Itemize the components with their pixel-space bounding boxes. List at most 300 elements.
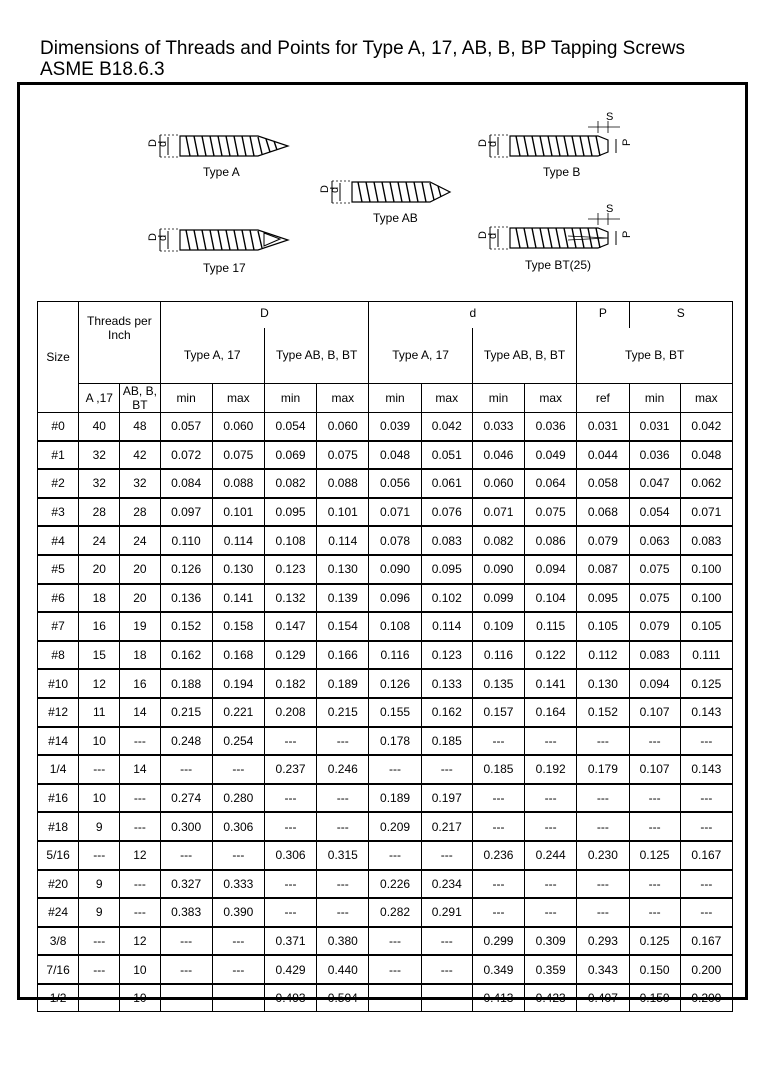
table-row	[38, 612, 733, 641]
table-cell: 20	[120, 584, 160, 613]
table-cell: 0.104	[525, 584, 577, 613]
table-cell: ---	[421, 755, 472, 784]
header-D: D	[160, 302, 369, 328]
table-cell: 0.200	[680, 984, 732, 1012]
table-cell: 0.108	[264, 526, 316, 555]
table-cell: ---	[421, 955, 472, 984]
table-cell: 0.107	[629, 755, 680, 784]
table-cell: 0.068	[577, 498, 629, 527]
table-cell: 9	[79, 812, 120, 841]
table-cell: 0.049	[525, 441, 577, 470]
table-row	[38, 498, 733, 527]
table-cell: ---	[212, 841, 264, 870]
table-cell: 0.327	[160, 870, 212, 899]
table-row	[38, 469, 733, 498]
table-cell: 0.493	[264, 984, 316, 1012]
table-cell: 0.209	[369, 812, 421, 841]
table-cell: 0.110	[160, 526, 212, 555]
table-cell: 0.162	[160, 641, 212, 670]
table-cell: 0.095	[264, 498, 316, 527]
table-cell: 0.061	[421, 469, 472, 498]
table-cell: 0.141	[525, 669, 577, 698]
table-cell: 0.060	[317, 413, 369, 441]
header-min: min	[629, 384, 680, 413]
table-cell: 0.141	[212, 584, 264, 613]
table-cell: 0.306	[212, 812, 264, 841]
table-cell: ---	[629, 727, 680, 756]
table-cell: 9	[79, 870, 120, 899]
table-cell: 14	[120, 755, 160, 784]
header-max: max	[525, 384, 577, 413]
size-cell: #6	[38, 584, 79, 613]
header-d-type-ab-b-bt: Type AB, B, BT	[472, 328, 576, 384]
table-cell: 0.157	[472, 698, 524, 727]
dim-D-label: D	[477, 231, 489, 239]
table-cell: 0.143	[680, 698, 732, 727]
table-cell: 0.246	[317, 755, 369, 784]
header-threads-per-inch: Threads per Inch	[79, 302, 160, 384]
header-ref: ref	[577, 384, 629, 413]
table-cell: 0.109	[472, 612, 524, 641]
table-cell: 10	[120, 955, 160, 984]
table-row	[38, 669, 733, 698]
table-cell: 42	[120, 441, 160, 470]
table-cell: 0.150	[629, 955, 680, 984]
table-cell: 0.095	[421, 555, 472, 584]
table-cell: 0.039	[369, 413, 421, 441]
table-cell: 0.139	[317, 584, 369, 613]
table-cell: 0.036	[525, 413, 577, 441]
table-cell: 0.126	[160, 555, 212, 584]
table-cell: 0.084	[160, 469, 212, 498]
table-cell: ---	[472, 898, 524, 927]
table-cell: 0.083	[680, 526, 732, 555]
table-cell: ---	[680, 727, 732, 756]
table-cell: ---	[369, 955, 421, 984]
type-b-screw-drawing	[468, 111, 638, 171]
table-cell: 0.274	[160, 784, 212, 813]
type-a-label: Type A	[203, 165, 240, 179]
table-cell: 32	[79, 441, 120, 470]
table-cell: 0.132	[264, 584, 316, 613]
table-row	[38, 727, 733, 756]
table-cell: ---	[629, 870, 680, 899]
table-cell: 0.060	[212, 413, 264, 441]
table-cell: ---	[472, 812, 524, 841]
table-cell: ---	[525, 898, 577, 927]
table-row	[38, 555, 733, 584]
table-row	[38, 641, 733, 670]
table-cell: ---	[525, 784, 577, 813]
table-cell: 0.075	[212, 441, 264, 470]
table-cell: 0.101	[317, 498, 369, 527]
table-cell: 11	[79, 698, 120, 727]
table-cell: 0.130	[317, 555, 369, 584]
size-cell: #7	[38, 612, 79, 641]
table-cell: 0.248	[160, 727, 212, 756]
table-cell: 0.152	[160, 612, 212, 641]
table-cell: ---	[212, 927, 264, 956]
table-cell: 0.044	[577, 441, 629, 470]
table-cell: 0.215	[160, 698, 212, 727]
dim-S-label: S	[606, 111, 614, 123]
table-cell: 0.282	[369, 898, 421, 927]
header-P: P	[577, 302, 629, 328]
table-cell: 10	[120, 984, 160, 1012]
table-row	[38, 584, 733, 613]
screw-figures	[20, 85, 745, 303]
size-cell: 7/16	[38, 955, 79, 984]
table-cell: 0.254	[212, 727, 264, 756]
table-cell: 0.167	[680, 927, 732, 956]
table-cell: 18	[79, 584, 120, 613]
table-cell: 0.051	[421, 441, 472, 470]
table-cell: 0.197	[421, 784, 472, 813]
table-cell: 20	[120, 555, 160, 584]
header-max: max	[212, 384, 264, 413]
size-cell: 1/2	[38, 984, 79, 1012]
table-cell: 0.300	[160, 812, 212, 841]
table-cell: 0.063	[629, 526, 680, 555]
table-cell: 0.185	[472, 755, 524, 784]
table-cell: 0.135	[472, 669, 524, 698]
table-cell: 0.380	[317, 927, 369, 956]
table-cell: ---	[421, 841, 472, 870]
table-cell: 0.200	[680, 955, 732, 984]
table-cell: 0.167	[680, 841, 732, 870]
type-bt25-label: Type BT(25)	[525, 258, 592, 272]
table-cell: 10	[79, 727, 120, 756]
table-cell: 0.101	[212, 498, 264, 527]
table-cell: 0.390	[212, 898, 264, 927]
table-cell: 0.129	[264, 641, 316, 670]
table-cell: ---	[629, 784, 680, 813]
table-cell: 0.115	[525, 612, 577, 641]
table-cell: ---	[212, 955, 264, 984]
table-cell: 0.343	[577, 955, 629, 984]
table-cell: 0.033	[472, 413, 524, 441]
table-cell: ---	[160, 841, 212, 870]
table-cell: ---	[421, 984, 472, 1012]
table-cell: 32	[79, 469, 120, 498]
table-cell: 0.349	[472, 955, 524, 984]
table-cell: 0.075	[629, 555, 680, 584]
table-cell: 0.221	[212, 698, 264, 727]
type-17-label: Type 17	[203, 261, 246, 275]
table-body	[38, 413, 733, 1012]
table-cell: 0.179	[577, 755, 629, 784]
table-cell: ---	[317, 812, 369, 841]
table-cell: 0.217	[421, 812, 472, 841]
table-cell: ---	[79, 955, 120, 984]
table-cell: 16	[120, 669, 160, 698]
table-cell: 0.125	[680, 669, 732, 698]
header-max: max	[317, 384, 369, 413]
dim-D-label: D	[477, 139, 489, 147]
dim-d-label: d	[329, 186, 341, 193]
table-row	[38, 784, 733, 813]
header-tpi-ab-b-bt: AB, B, BT	[120, 384, 160, 413]
table-cell: 0.188	[160, 669, 212, 698]
table-cell: 0.071	[680, 498, 732, 527]
table-cell: ---	[421, 927, 472, 956]
table-cell: 0.123	[421, 641, 472, 670]
dim-D-label: D	[319, 185, 331, 193]
size-cell: 3/8	[38, 927, 79, 956]
table-cell: 0.136	[160, 584, 212, 613]
table-cell: 0.147	[264, 612, 316, 641]
size-cell: #8	[38, 641, 79, 670]
table-cell: 0.076	[421, 498, 472, 527]
table-cell: 0.111	[680, 641, 732, 670]
size-cell: #2	[38, 469, 79, 498]
table-cell: 0.504	[317, 984, 369, 1012]
table-cell: 0.088	[317, 469, 369, 498]
size-cell: #14	[38, 727, 79, 756]
table-cell: 0.062	[680, 469, 732, 498]
table-cell: 0.130	[212, 555, 264, 584]
table-cell: 40	[79, 413, 120, 441]
table-cell: 0.114	[212, 526, 264, 555]
table-cell: 28	[79, 498, 120, 527]
table-cell: ---	[120, 870, 160, 899]
table-cell: 0.162	[421, 698, 472, 727]
dim-S-label: S	[606, 203, 614, 215]
table-cell: 0.192	[525, 755, 577, 784]
table-cell: 0.102	[421, 584, 472, 613]
size-cell: #20	[38, 870, 79, 899]
table-cell: ---	[629, 812, 680, 841]
table-cell: 0.099	[472, 584, 524, 613]
table-cell: 0.164	[525, 698, 577, 727]
header-min: min	[472, 384, 524, 413]
table-cell: 0.413	[472, 984, 524, 1012]
table-cell: 0.046	[472, 441, 524, 470]
table-cell: ---	[264, 898, 316, 927]
table-row	[38, 413, 733, 441]
table-cell: 0.185	[421, 727, 472, 756]
table-cell: ---	[369, 927, 421, 956]
header-size: Size	[38, 302, 79, 413]
table-cell: ---	[369, 755, 421, 784]
size-cell: #10	[38, 669, 79, 698]
table-cell: ---	[120, 812, 160, 841]
table-cell: 48	[120, 413, 160, 441]
size-cell: #16	[38, 784, 79, 813]
table-cell: 0.042	[421, 413, 472, 441]
header-min: min	[160, 384, 212, 413]
table-cell: 24	[79, 526, 120, 555]
table-cell: 0.230	[577, 841, 629, 870]
table-cell: 0.057	[160, 413, 212, 441]
table-cell: 12	[79, 669, 120, 698]
table-cell: 20	[79, 555, 120, 584]
table-cell: 0.333	[212, 870, 264, 899]
table-cell: 0.291	[421, 898, 472, 927]
table-cell: 0.107	[629, 698, 680, 727]
size-cell: #0	[38, 413, 79, 441]
table-cell: 28	[120, 498, 160, 527]
page-title	[40, 38, 685, 80]
table-cell: 0.189	[317, 669, 369, 698]
table-cell: 0.309	[525, 927, 577, 956]
table-cell: 0.116	[472, 641, 524, 670]
header-D-type-ab-b-bt: Type AB, B, BT	[264, 328, 368, 384]
table-cell: ---	[79, 984, 120, 1012]
table-cell: ---	[120, 727, 160, 756]
table-cell: 0.047	[629, 469, 680, 498]
table-cell: 0.054	[629, 498, 680, 527]
table-cell: ---	[472, 784, 524, 813]
table-cell: 0.064	[525, 469, 577, 498]
table-cell: 0.125	[629, 841, 680, 870]
table-cell: 0.116	[369, 641, 421, 670]
table-cell: ---	[79, 755, 120, 784]
size-cell: 1/4	[38, 755, 79, 784]
table-cell: ---	[525, 870, 577, 899]
header-max: max	[421, 384, 472, 413]
dim-d-label: d	[487, 140, 499, 147]
table-cell: 0.152	[577, 698, 629, 727]
table-cell: 0.072	[160, 441, 212, 470]
table-cell: 0.125	[629, 927, 680, 956]
table-cell: 19	[120, 612, 160, 641]
table-cell: ---	[525, 812, 577, 841]
table-cell: 0.056	[369, 469, 421, 498]
table-cell: 0.083	[421, 526, 472, 555]
table-cell: 12	[120, 841, 160, 870]
table-cell: ---	[680, 898, 732, 927]
table-cell: 0.182	[264, 669, 316, 698]
table-cell: ---	[120, 898, 160, 927]
table-cell: 0.150	[629, 984, 680, 1012]
table-cell: 0.215	[317, 698, 369, 727]
table-cell: 14	[120, 698, 160, 727]
table-cell: 9	[79, 898, 120, 927]
table-cell: 0.108	[369, 612, 421, 641]
header-S: S	[629, 302, 733, 328]
table-cell: 0.094	[525, 555, 577, 584]
table-cell: 0.123	[264, 555, 316, 584]
table-cell: ---	[317, 870, 369, 899]
dim-P-label: P	[621, 230, 633, 238]
table-cell: 0.359	[525, 955, 577, 984]
table-cell: 16	[79, 612, 120, 641]
dim-d-label: d	[157, 140, 169, 147]
table-cell: 0.143	[680, 755, 732, 784]
table-cell: 0.088	[212, 469, 264, 498]
drawing-frame	[17, 82, 748, 1006]
table-cell: ---	[120, 784, 160, 813]
table-cell: 0.105	[680, 612, 732, 641]
table-cell: 0.031	[629, 413, 680, 441]
size-cell: #18	[38, 812, 79, 841]
table-cell: ---	[577, 727, 629, 756]
table-cell: 0.071	[472, 498, 524, 527]
header-tpi-a17: A ,17	[79, 384, 120, 413]
table-cell: 0.407	[577, 984, 629, 1012]
table-row	[38, 984, 733, 1012]
table-cell: 0.299	[472, 927, 524, 956]
table-cell: 0.100	[680, 584, 732, 613]
table-cell: ---	[577, 812, 629, 841]
table-cell: ---	[577, 898, 629, 927]
table-cell: 0.234	[421, 870, 472, 899]
type-a-screw-drawing	[138, 125, 308, 169]
dim-D-label: D	[147, 233, 159, 241]
table-cell: 0.048	[680, 441, 732, 470]
table-cell: ---	[629, 898, 680, 927]
table-cell: ---	[369, 984, 421, 1012]
table-cell: 0.031	[577, 413, 629, 441]
table-cell: 0.042	[680, 413, 732, 441]
table-cell: 0.075	[525, 498, 577, 527]
table-cell: ---	[577, 784, 629, 813]
size-cell: #24	[38, 898, 79, 927]
table-cell: 0.133	[421, 669, 472, 698]
table-cell: 0.082	[472, 526, 524, 555]
table-cell: 0.069	[264, 441, 316, 470]
table-cell: 0.236	[472, 841, 524, 870]
dim-P-label: P	[621, 138, 633, 146]
table-cell: 24	[120, 526, 160, 555]
size-cell: #3	[38, 498, 79, 527]
size-cell: #5	[38, 555, 79, 584]
table-cell: ---	[79, 841, 120, 870]
table-cell: 0.058	[577, 469, 629, 498]
table-cell: 0.194	[212, 669, 264, 698]
table-cell: 0.094	[629, 669, 680, 698]
table-cell: 0.280	[212, 784, 264, 813]
table-row	[38, 870, 733, 899]
table-cell: 0.090	[472, 555, 524, 584]
header-d: d	[369, 302, 577, 328]
table-cell: 0.095	[577, 584, 629, 613]
table-cell: ---	[317, 727, 369, 756]
table-cell: 12	[120, 927, 160, 956]
table-row	[38, 927, 733, 956]
table-cell: 0.306	[264, 841, 316, 870]
table-row	[38, 812, 733, 841]
table-cell: ---	[264, 812, 316, 841]
title-line-2: ASME B18.6.3	[40, 59, 165, 80]
table-cell: 0.226	[369, 870, 421, 899]
table-cell: 0.078	[369, 526, 421, 555]
table-cell: ---	[264, 727, 316, 756]
table-cell: 0.208	[264, 698, 316, 727]
table-cell: ---	[472, 870, 524, 899]
table-row	[38, 898, 733, 927]
table-cell: 0.060	[472, 469, 524, 498]
table-cell: 0.423	[525, 984, 577, 1012]
type-17-screw-drawing	[138, 219, 308, 263]
table-cell: 0.130	[577, 669, 629, 698]
table-cell: 0.315	[317, 841, 369, 870]
table-cell: 0.090	[369, 555, 421, 584]
header-d-type-a17: Type A, 17	[369, 328, 472, 384]
header-D-type-a17: Type A, 17	[160, 328, 264, 384]
table-cell: ---	[577, 870, 629, 899]
table-cell: ---	[264, 870, 316, 899]
title-line-1: Dimensions of Threads and Points for Type A, 17, AB, B, BP Tapping Screws	[40, 38, 685, 59]
type-ab-label: Type AB	[373, 211, 418, 225]
table-cell: 0.440	[317, 955, 369, 984]
table-cell: 0.293	[577, 927, 629, 956]
table-cell: 18	[120, 641, 160, 670]
table-cell: 0.054	[264, 413, 316, 441]
table-cell: 0.114	[317, 526, 369, 555]
table-cell: 0.112	[577, 641, 629, 670]
